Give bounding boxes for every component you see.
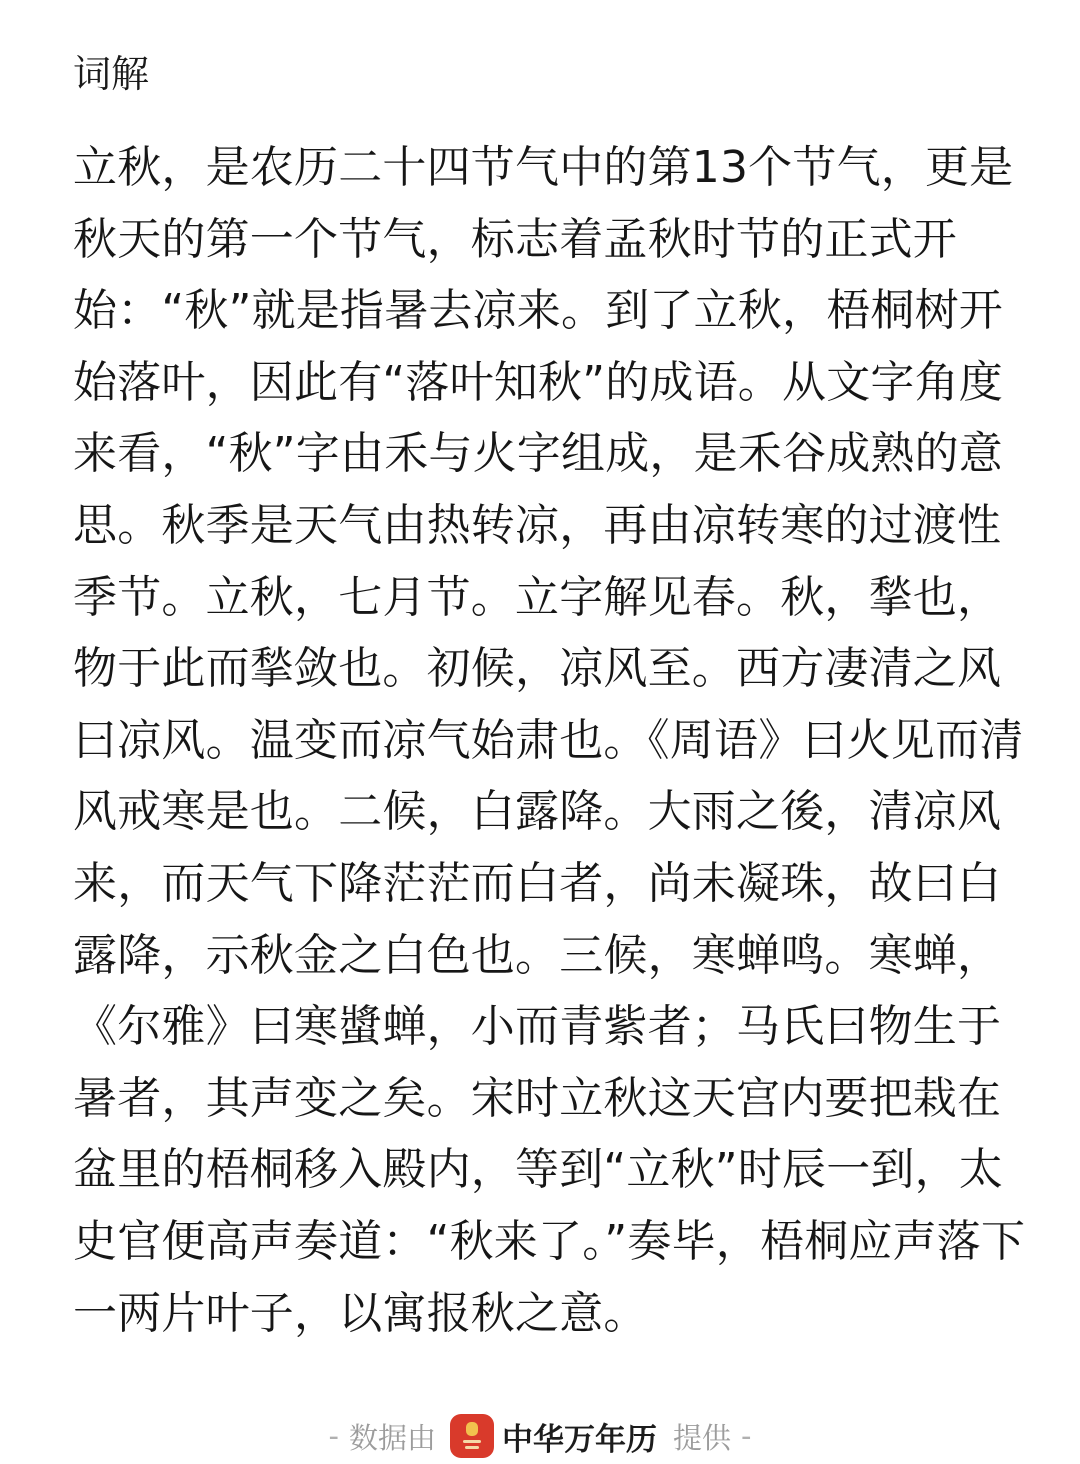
article-paragraph: 立秋，是农历二十四节气中的第13个节气，更是秋天的第一个节气，标志着孟秋时节的正式开始：“秋”就是指暑去凉来。到了立秋，梧桐树开始落叶，因此有“落叶知秋”的成语。从文字角度来看，“秋”字由禾与火字组成，是禾谷成熟的意思。秋季是天气由热转凉，再由凉转寒的过渡性季节。立秋，七月节。立字解见春。秋，揫也，物于此而揫敛也。初候，凉风至。西方凄清之风曰凉风。温变而凉气始肃也。《周语》曰火见而清风戒寒是也。二候，白露降。大雨之後，清凉风来，而天气下降茫茫而白者，尚未凝珠，故曰白露降，示秋金之白色也。三候，寒蝉鸣。寒蝉，《尔雅》曰寒螿蝉，小而青紫者；马氏曰物生于暑者，其声变之矣。宋时立秋这天宫内要把栽在盆里的梧桐移入殿内，等到“立秋”时辰一到，太史官便高声奏道：“秋来了。”奏毕，梧桐应声落下一两片叶子，以寓报秋之意。 — [73, 142, 1026, 1339]
section-title: 词解 — [73, 52, 150, 96]
footer-dash-right: - — [741, 1419, 752, 1453]
data-source-footer — [0, 1410, 1080, 1462]
footer-dash-left: - — [328, 1419, 339, 1453]
footer-brand-name[interactable]: 中华万年历 — [502, 1421, 657, 1458]
calendar-app-icon[interactable] — [450, 1414, 494, 1458]
footer-prefix: 数据由 — [348, 1420, 436, 1455]
footer-suffix: 提供 — [673, 1420, 732, 1455]
